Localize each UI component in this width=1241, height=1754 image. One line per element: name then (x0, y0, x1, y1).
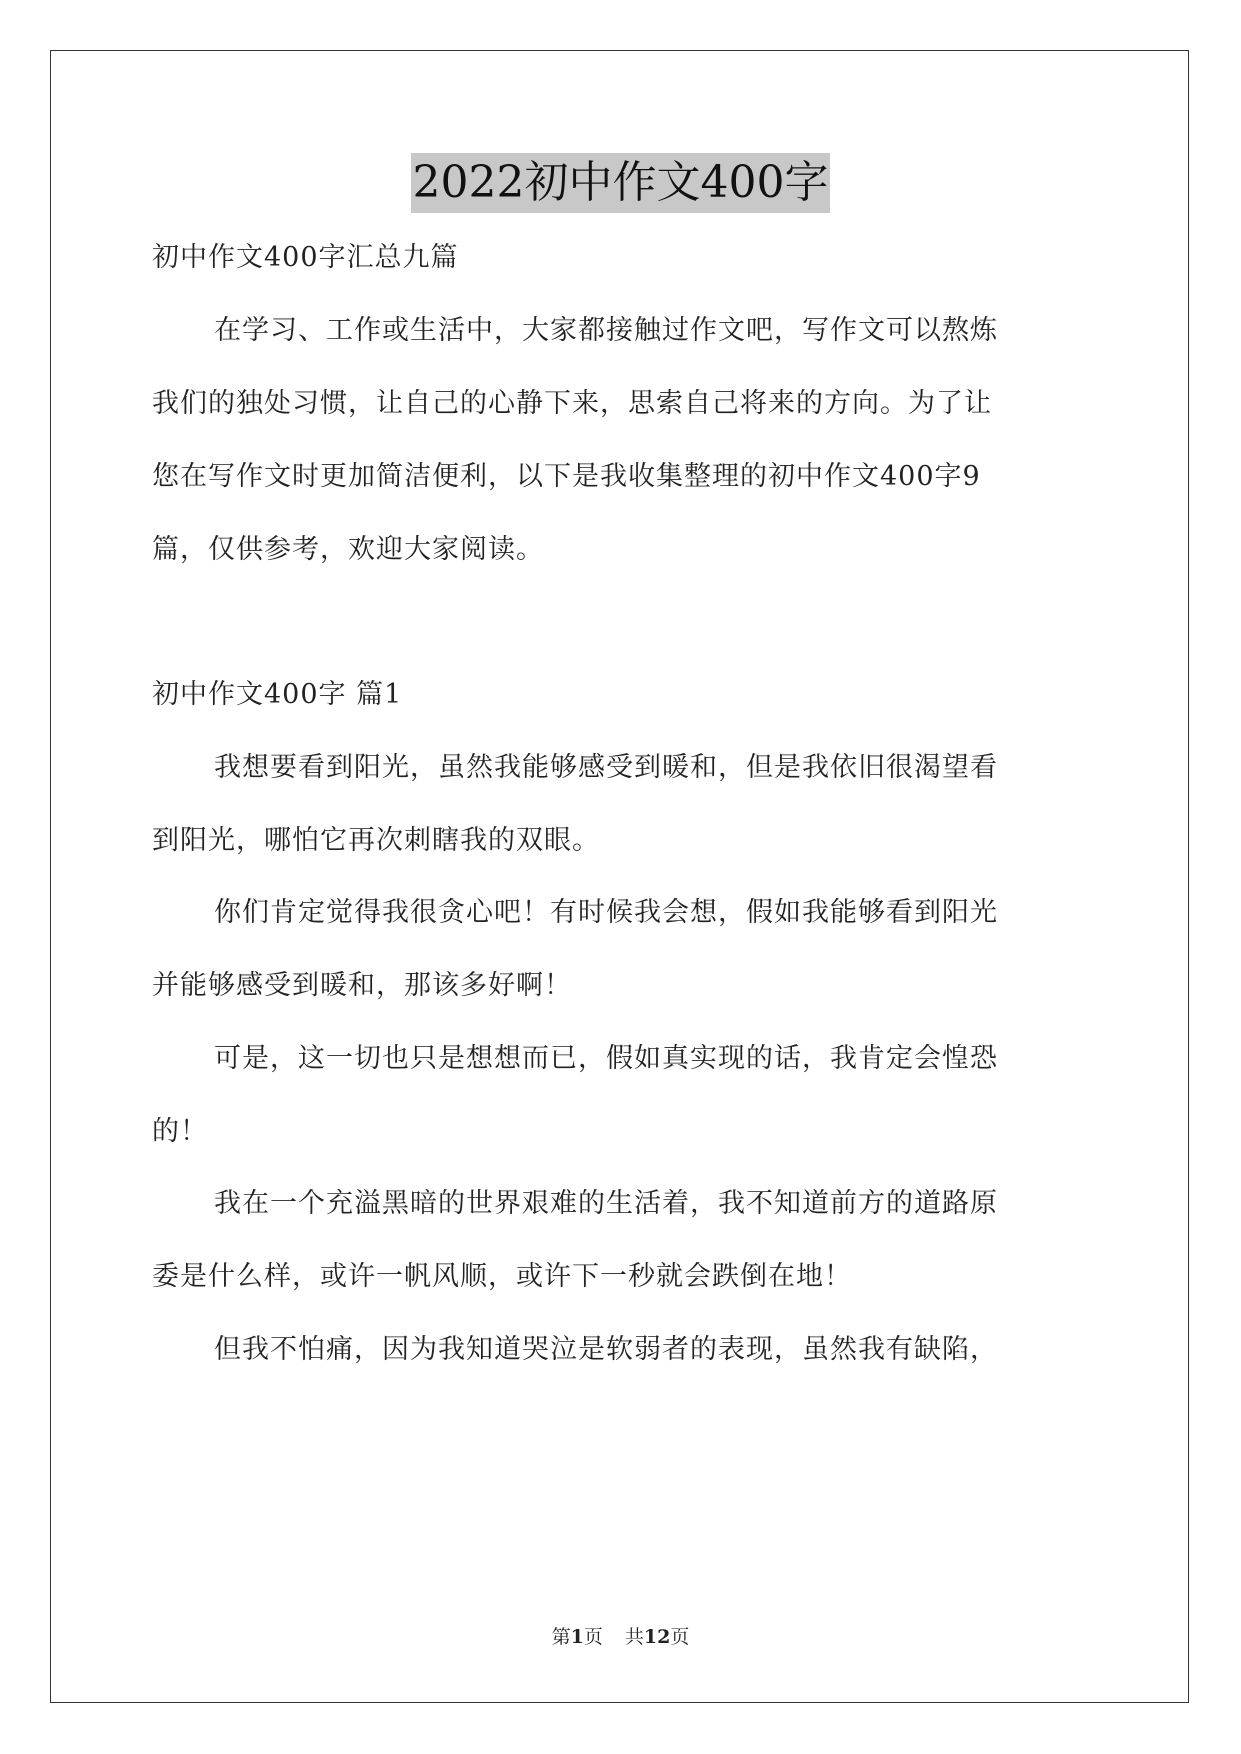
paragraph-line: 委是什么样，或许一帆风顺，或许下一秒就会跌倒在地！ (152, 1262, 852, 1292)
paragraph-line: 的！ (152, 1117, 208, 1147)
paragraph-line: 篇，仅供参考，欢迎大家阅读。 (152, 535, 544, 565)
total-suffix: 页 (670, 1626, 690, 1648)
total-pages: 12 (643, 1626, 671, 1648)
paragraph-line: 在学习、工作或生活中，大家都接触过作文吧，写作文可以熬炼 (214, 316, 998, 346)
page-prefix: 第 (551, 1626, 571, 1648)
paragraph-line: 但我不怕痛，因为我知道哭泣是软弱者的表现，虽然我有缺陷， (214, 1335, 998, 1365)
paragraph-line: 我在一个充溢黑暗的世界艰难的生活着，我不知道前方的道路原 (214, 1189, 998, 1219)
title-container (0, 153, 1241, 213)
paragraph-line: 我们的独处习惯，让自己的心静下来，思索自己将来的方向。为了让 (152, 389, 992, 419)
page-border (50, 50, 1189, 1703)
paragraph-line: 你们肯定觉得我很贪心吧！有时候我会想，假如我能够看到阳光 (214, 898, 998, 928)
total-prefix: 共 (624, 1626, 644, 1648)
paragraph-line: 并能够感受到暖和，那该多好啊！ (152, 971, 572, 1001)
page-suffix: 页 (583, 1626, 603, 1648)
page-number: 1 (570, 1626, 584, 1648)
document-title: 2022初中作文400字 (411, 153, 831, 213)
paragraph-line: 您在写作文时更加简洁便利，以下是我收集整理的初中作文400字9 (152, 462, 981, 492)
section-heading: 初中作文400字 篇1 (152, 680, 403, 710)
paragraph-line: 可是，这一切也只是想想而已，假如真实现的话，我肯定会惶恐 (214, 1044, 998, 1074)
subtitle-line: 初中作文400字汇总九篇 (152, 243, 459, 273)
page-footer (0, 1622, 1241, 1649)
paragraph-line: 到阳光，哪怕它再次刺瞎我的双眼。 (152, 826, 600, 856)
paragraph-line: 我想要看到阳光，虽然我能够感受到暖和，但是我依旧很渴望看 (214, 753, 998, 783)
